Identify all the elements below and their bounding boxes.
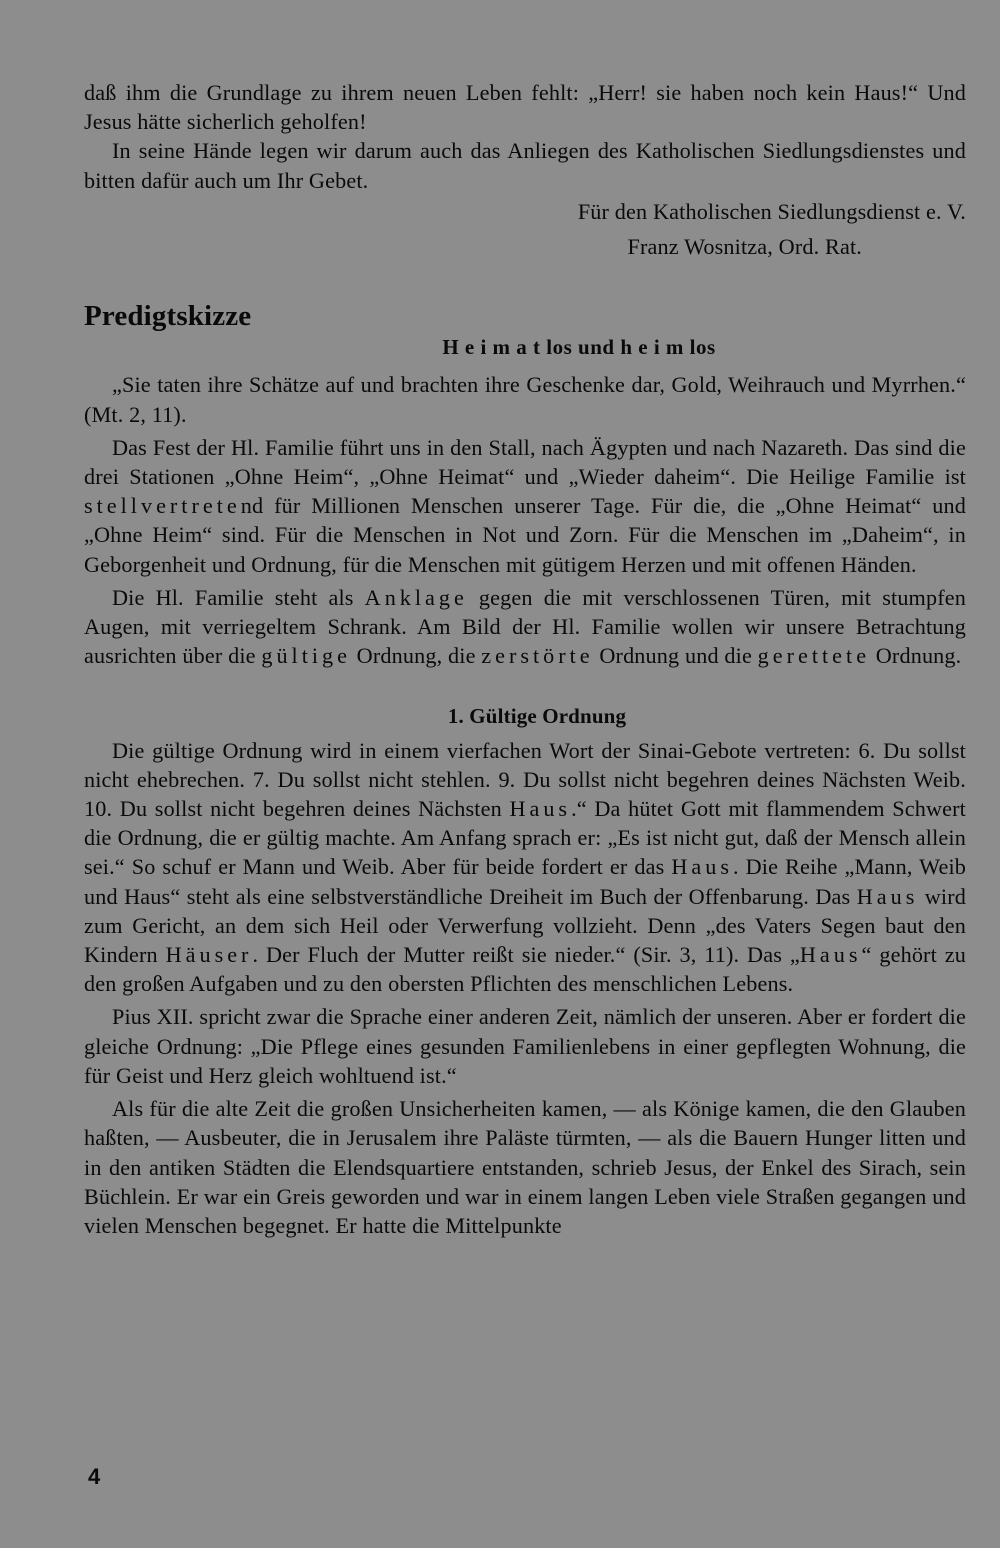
spaced-word: zerstörte: [481, 643, 594, 669]
sermon-title: [84, 333, 966, 362]
text-run: . Die Reihe „Mann, Weib und Haus“ steht als eine selbstverständliche Dreiheit im Buch der Offenbarung. Das: [84, 854, 967, 909]
text-run: nd für Millionen Menschen unserer Tage. Für die, die „Ohne Heimat“ und „Ohne Heim“ sind. Für die Menschen in Not und Zorn. Für die Menschen im „Daheim“, in Geborgenheit und Ordnung, für die Menschen mit gütigem Herzen und mit offenen Händen.: [84, 493, 966, 577]
spaced-word: Haus: [509, 796, 572, 822]
text-run: gegen die mit verschlossenen Türen, mit stumpfen Augen, mit verriegeltem Schrank. Am Bild der Hl. Familie wollen wir unsere Betrachtung ausrichten über die: [84, 584, 966, 669]
text-run: . Der Fluch der Mutter reißt sie nieder.“ (Sir. 3, 11). Das „: [252, 942, 800, 968]
page-number: 4: [88, 1464, 101, 1489]
intro-paragraph-1: daß ihm die Grundlage zu ihrem neuen Leben fehlt: „Herr! sie haben noch kein Haus!“ Und Jesus hätte sicherlich geholfen!: [84, 80, 966, 135]
signature-name: Franz Wosnitza, Ord. Rat.: [627, 234, 862, 260]
page-body: [84, 78, 966, 1240]
paragraph-anklage: [84, 583, 966, 671]
text-run: wird zum Gericht, an dem sich Heil oder Verwerfung vollzieht. Denn „des Vaters Segen baut den Kindern: [84, 883, 967, 968]
text-run: Ordnung.: [870, 643, 962, 669]
spaced-word: stellvertrete: [84, 493, 241, 519]
signature-organization: Für den Katholischen Siedlungsdienst e. V.: [577, 198, 966, 224]
paragraph-zeit: Als für die alte Zeit die großen Unsicherheiten kamen, — als Könige kamen, die den Glauben haßten, — Ausbeuter, die in Jerusalem ihre Paläste türmten, — als die Bauern Hunger litten und in den antiken Städten die Elendsquartiere entstanden, schrieb Jesus, der Enkel des Sirach, sein Büchlein. Er war ein Greis geworden und war in einem langen Leben viele Straßen gegangen und vielen Menschen begegnet. Er hatte die Mittelpunkte: [84, 1096, 966, 1238]
text-run: Das Fest der Hl. Familie führt uns in den Stall, nach Ägypten und nach Nazareth. Das sind die drei Stationen „Ohne Heim“, „Ohne Heimat“ und „Wieder daheim“. Die Heilige Familie ist: [84, 434, 966, 490]
text-run: Ordnung, die: [350, 643, 482, 669]
text-run: Die Hl. Familie steht als: [112, 584, 365, 610]
paragraph-pius: Pius XII. spricht zwar die Sprache einer anderen Zeit, nämlich der unseren. Aber er fordert die gleiche Ordnung: „Die Pflege eines gesunden Familienlebens in einer gepflegten Wohnung, die für Geist und Herz gleich wohltuend ist.“: [84, 1004, 966, 1088]
intro-paragraph-2: In seine Hände legen wir darum auch das Anliegen des Katholischen Siedlungsdienstes und bitten dafür auch um Ihr Gebet.: [84, 138, 966, 193]
text-run: “ gehört zu den großen Aufgaben und zu den obersten Pflichten des menschlichen Lebens.: [84, 942, 967, 997]
spaced-word: Häuser: [165, 942, 253, 968]
spaced-word: Anklage: [364, 584, 468, 610]
subsection-title: 1. Gültige Ordnung: [447, 704, 627, 729]
spaced-word: Haus: [671, 854, 733, 880]
sermon-title-part: los und: [540, 335, 621, 360]
spaced-word: Haus: [799, 942, 862, 968]
sermon-title-part: los: [683, 335, 716, 360]
text-run: Die gültige Ordnung wird in einem vierfachen Wort der Sinai-Gebote vertreten: 6. Du sollst nicht ehebrechen. 7. Du sollst nicht stehlen. 9. Du sollst nicht begehren deines Nächsten Weib. 10. Du sollst nicht begehren deines Nächsten: [84, 737, 966, 822]
spaced-word: gerettete: [757, 643, 871, 669]
section-heading: Predigtskizze: [84, 300, 252, 333]
spaced-word: Haus: [856, 883, 919, 909]
bible-quote: „Sie taten ihre Schätze auf und brachten ihre Geschenke dar, Gold, Weihrauch und Myrrhen.“ (Mt. 2, 11).: [84, 372, 966, 427]
paragraph-ordnung: [84, 736, 966, 999]
sermon-title-part: h e i m: [620, 335, 684, 360]
sermon-title-part: H e i m a t: [442, 335, 541, 360]
text-run: .“ Da hütet Gott mit flammendem Schwert die Ordnung, die er gültig machte. Am Anfang sprach er: „Es ist nicht gut, daß der Mensch allein sei.“ So schuf er Mann und Weib. Aber für beide fordert er das: [84, 796, 966, 880]
spaced-word: gültige: [261, 643, 351, 669]
text-run: Ordnung und die: [593, 643, 758, 669]
paragraph-fest: [84, 433, 966, 579]
